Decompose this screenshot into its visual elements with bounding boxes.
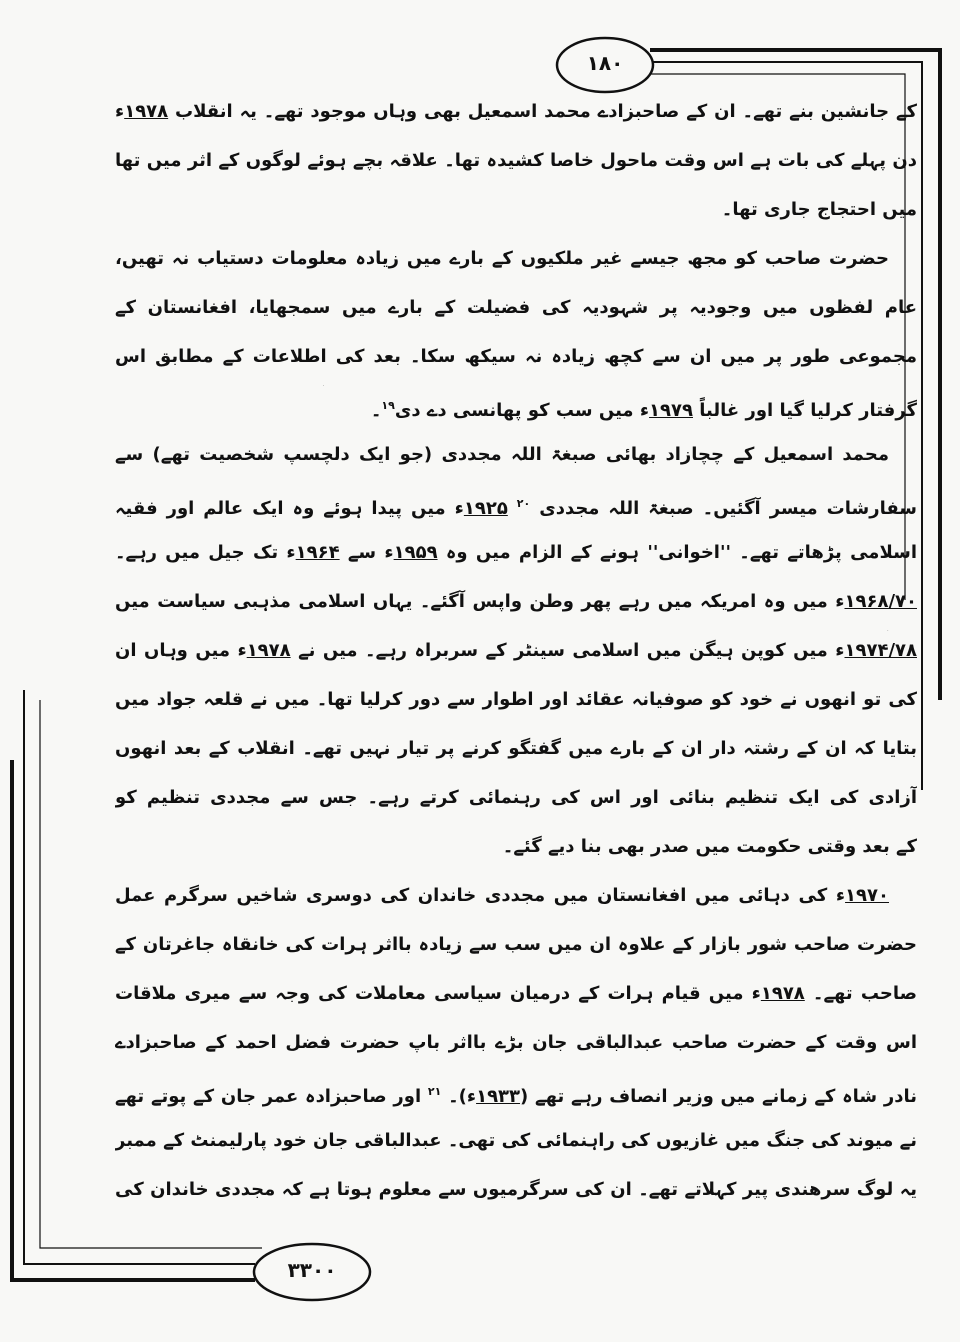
text-segment: ۱۹۵۹ xyxy=(393,542,438,563)
text-segment: ء میں پیدا ہوئے وہ ایک عالم اور فقیہ xyxy=(115,498,464,519)
text-segment: کی تو انھوں نے خود کو صوفیانہ عقائد اور اطوار سے دور کرلیا تھا۔ میں نے قلعہ جواد میں xyxy=(115,689,917,710)
text-line xyxy=(115,1170,917,1219)
text-line xyxy=(115,925,917,974)
text-line xyxy=(115,533,917,582)
text-segment: کے بعد وقتی حکومت میں صدر بھی بنا دیے گئے۔ xyxy=(502,836,917,857)
text-segment: ء کی دہائی میں افغانستان میں مجددی خاندان کی دوسری شاخیں سرگرم عمل xyxy=(115,885,846,906)
text-segment: ء تک جیل میں رہے۔ xyxy=(115,542,296,563)
text-segment: اسلامی پڑھاتے تھے۔ ''اخوانی'' ہونے کے الزام میں وہ xyxy=(437,542,917,563)
text-segment: میں احتجاج جاری تھا۔ xyxy=(721,199,917,220)
text-segment: ۱۹۷۸ xyxy=(760,983,805,1004)
text-segment: محمد اسمعیل کے چچازاد بھائی صبغۃ اللہ مجددی (جو ایک دلچسپ شخصیت تھے) سے xyxy=(115,444,889,465)
text-segment: مجموعی طور پر میں ان سے کچھ زیادہ نہ سیکھ سکا۔ بعد کی اطلاعات کے مطابق اس xyxy=(115,346,917,367)
text-line xyxy=(115,386,917,435)
text-line xyxy=(115,484,917,533)
text-line xyxy=(115,631,917,680)
text-line xyxy=(115,974,917,1023)
text-segment: ۱۹۷۰ xyxy=(845,885,889,906)
text-line xyxy=(115,1072,917,1121)
text-segment: حضرت صاحب کو مجھ جیسے غیر ملکیوں کے بارے میں زیادہ معلومات دستیاب نہ تھیں، xyxy=(115,248,889,269)
text-line xyxy=(115,337,917,386)
text-segment: ۱۹۲۵ xyxy=(463,498,508,519)
text-segment: حضرت صاحب شور بازار کے علاوہ ان میں سب سے زیادہ بااثر ہرات کی خانقاہ جاغرتان کے xyxy=(115,934,917,955)
text-segment: نادر شاہ کے زمانے میں وزیر انصاف رہے تھے ( xyxy=(520,1086,917,1107)
text-line xyxy=(115,680,917,729)
text-segment: عام لفظوں میں وجودیہ پر شہودیہ کی فضیلت کے بارے میں سمجھایا، افغانستان کے xyxy=(115,297,917,318)
text-segment: ۱۹۷۹ xyxy=(649,400,693,421)
text-segment: ۱۹۷۴/۷۸ xyxy=(844,640,917,661)
text-segment: یہ لوگ سرھندی پیر کہلاتے تھے۔ ان کی سرگرمیوں سے معلوم ہوتا ہے کہ مجددی خاندان کی xyxy=(115,1179,917,1200)
text-segment: گرفتار کرلیا گیا اور غالباً xyxy=(693,400,917,421)
footnote-marker: ۲۰ xyxy=(516,497,531,510)
text-segment: ۔ xyxy=(370,400,382,421)
text-line xyxy=(115,1023,917,1072)
text-line xyxy=(115,729,917,778)
text-line xyxy=(115,92,917,141)
text-segment xyxy=(508,498,517,519)
text-line xyxy=(115,1121,917,1170)
text-segment: ء میں سب کو پھانسی دے دی xyxy=(394,400,650,421)
text-segment: ۱۹۶۴ xyxy=(295,542,340,563)
text-segment: آزادی کی ایک تنظیم بنائی اور اس کی رہنمائی کرتے رہے۔ جس سے مجددی تنظیم کو xyxy=(115,787,917,808)
text-segment: ۱۹۷۸ xyxy=(246,640,291,661)
text-segment: اور صاحبزادہ عمر جان کے پوتے تھے xyxy=(115,1086,422,1107)
footnote-marker: ۲۱ xyxy=(427,1085,442,1098)
text-segment: کے جانشین بنے تھے۔ ان کے صاحبزادے محمد اسمعیل بھی وہاں موجود تھے۔ یہ انقلاب xyxy=(168,101,917,122)
text-segment: ء میں وہاں ان xyxy=(115,640,247,661)
header-page-number: ۱۸۰ xyxy=(586,51,624,75)
text-line xyxy=(115,190,917,239)
text-segment: ء)۔ xyxy=(441,1086,477,1107)
footer-page-number: ۳۳۰۰ xyxy=(287,1258,337,1282)
text-segment: ء سے xyxy=(339,542,394,563)
text-segment: ء میں قیام ہرات کے درمیان سیاسی معاملات کی وجہ سے میری ملاقات xyxy=(115,983,761,1004)
text-segment: ۱۹۳۳ xyxy=(476,1086,521,1107)
text-line xyxy=(115,582,917,631)
text-segment: ۱۹۶۸/۷۰ xyxy=(844,591,917,612)
text-segment: ء xyxy=(115,101,125,122)
text-segment: اس وقت کے حضرت صاحب عبدالباقی جان بڑے بااثر باپ حضرت فضل احمد کے صاحبزادے xyxy=(115,1032,917,1053)
text-segment: سفارشات میسر آگئیں۔ صبغۃ اللہ مجددی xyxy=(530,498,917,519)
text-line xyxy=(115,141,917,190)
text-line xyxy=(115,827,917,876)
text-segment: صاحب تھے۔ xyxy=(804,983,917,1004)
text-line xyxy=(115,876,917,925)
text-segment: ۱۹۷۸ xyxy=(124,101,169,122)
text-line xyxy=(115,288,917,337)
text-segment: ء میں کوپن ہیگن میں اسلامی سینٹر کے سربراہ رہے۔ میں نے xyxy=(290,640,845,661)
text-segment: نے میوند کی جنگ میں غازیوں کی راہنمائی کی تھی۔ عبدالباقی جان خود پارلیمنٹ کے ممبر xyxy=(115,1130,917,1151)
text-line xyxy=(115,435,917,484)
body-text xyxy=(115,92,917,1219)
text-line xyxy=(115,778,917,827)
text-segment: ء میں وہ امریکہ میں رہے پھر وطن واپس آگئے۔ یہاں اسلامی مذہبی سیاست میں xyxy=(115,591,845,612)
text-segment: دن پہلے کی بات ہے اس وقت ماحول خاصا کشیدہ تھا۔ علاقہ بچے ہوئے لوگوں کے اثر میں تھا xyxy=(115,150,917,171)
text-segment: بتایا کہ ان کے رشتہ دار ان کے بارے میں گفتگو کرنے پر تیار نہیں تھے۔ انقلاب کے بعد انھوں xyxy=(115,738,917,759)
text-line xyxy=(115,239,917,288)
footnote-marker: ۱۹ xyxy=(381,399,395,412)
